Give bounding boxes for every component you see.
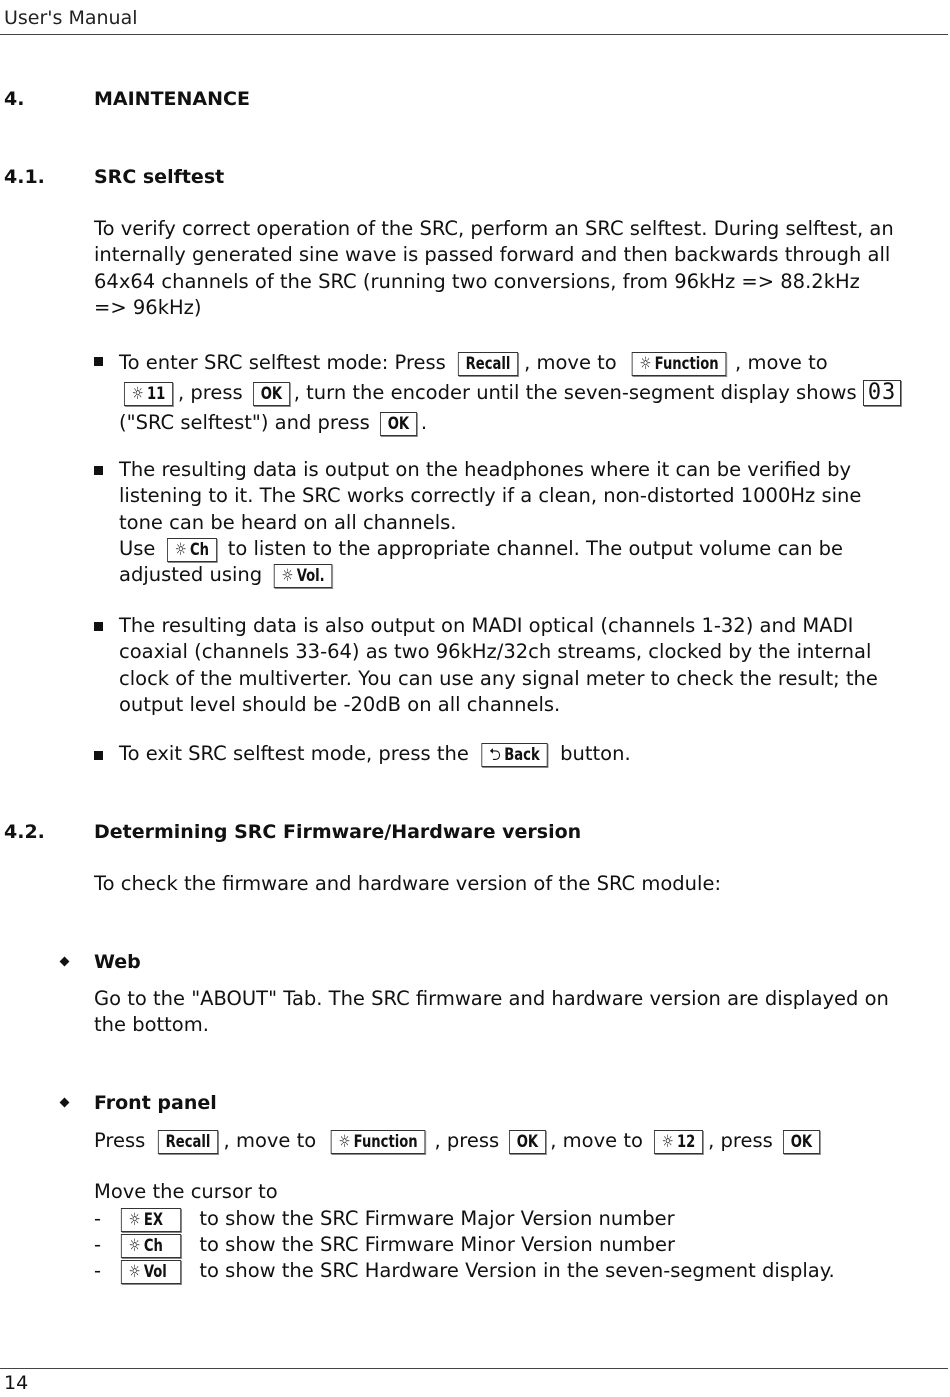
- text: To enter SRC selftest mode: Press: [119, 351, 446, 374]
- text: , press: [434, 1129, 500, 1152]
- encoder-icon: ☼: [128, 1262, 141, 1282]
- text-line: coaxial (channels 33-64) as two 96kHz/32ch streams, clocked by the internal: [119, 640, 872, 664]
- text: Press: [94, 1129, 146, 1152]
- encoder-icon: ☼: [131, 384, 144, 404]
- function-key: [331, 1130, 426, 1154]
- intro-line: To verify correct operation of the SRC, perform an SRC selftest. During selftest, an: [94, 217, 894, 240]
- text-line: The resulting data is output on the headphones where it can be verified by: [119, 458, 852, 481]
- text-line: The resulting data is also output on MADI optical (channels 1-32) and MADI: [119, 614, 854, 637]
- key-label: Back: [504, 745, 540, 765]
- text: .: [420, 411, 428, 434]
- web-text: [94, 986, 944, 1039]
- list-dash: -: [94, 1233, 102, 1256]
- text: Use: [119, 536, 156, 560]
- front-panel-steps: [94, 1126, 949, 1156]
- text: , move to: [735, 351, 828, 374]
- intro-line: 64x64 channels of the SRC (running two conversions, from 96kHz => 88.2kHz: [94, 269, 860, 293]
- list-dash: -: [94, 1259, 102, 1282]
- ex-key: [121, 1208, 181, 1232]
- encoder-icon: ☼: [174, 539, 187, 560]
- bullet-madi: [119, 613, 949, 718]
- text-line: tone can be heard on all channels.: [119, 510, 457, 534]
- volume-key: [121, 1260, 181, 1284]
- list-item: [115, 1206, 675, 1232]
- key-label: 11: [146, 384, 166, 404]
- encoder-icon: ☼: [639, 354, 652, 374]
- ok-key: [509, 1130, 546, 1154]
- diamond-bullet: [60, 1098, 70, 1108]
- bullet-headphones: [119, 457, 949, 588]
- text: to show the SRC Firmware Minor Version number: [199, 1233, 676, 1256]
- volume-key: [274, 564, 333, 588]
- subsection-number: 4.1.: [4, 166, 45, 188]
- key-label: Function: [354, 1132, 419, 1152]
- page-number: 14: [4, 1372, 29, 1394]
- key-label: Function: [654, 354, 719, 374]
- key-label: EX: [143, 1210, 164, 1230]
- encoder-icon: ☼: [338, 1132, 351, 1152]
- text-line: output level should be -20dB on all channels.: [119, 692, 561, 716]
- seven-segment-display: 03: [863, 380, 902, 406]
- bullet-exit-selftest: [119, 741, 949, 767]
- text: , move to: [550, 1129, 643, 1152]
- key-label: Recall: [465, 354, 511, 374]
- bullet: [94, 622, 103, 631]
- footer-rule: [0, 1368, 948, 1369]
- key-label: Vol: [143, 1262, 167, 1282]
- list-dash: -: [94, 1207, 102, 1230]
- key-label: OK: [387, 414, 410, 434]
- recall-key: [458, 352, 518, 376]
- header-rule: [0, 34, 948, 35]
- text-line: Go to the "ABOUT" Tab. The SRC firmware and hardware version are displayed on: [94, 987, 889, 1010]
- back-key: [481, 743, 547, 767]
- channel-key: [167, 538, 217, 562]
- selftest-intro: [94, 216, 944, 321]
- text-line: listening to it. The SRC works correctly if a clean, non-distorted 1000Hz sine: [119, 484, 862, 508]
- bullet-enter-selftest: [119, 348, 949, 438]
- subsection-number: 4.2.: [4, 821, 45, 843]
- encoder-icon: ☼: [128, 1236, 141, 1256]
- encoder-icon: ☼: [281, 566, 294, 587]
- bullet: [94, 751, 103, 760]
- web-heading: Web: [94, 951, 141, 973]
- text: to listen to the appropriate channel. The output volume can be: [227, 536, 844, 560]
- back-arrow-icon: ⮌: [489, 745, 501, 765]
- section-title: MAINTENANCE: [94, 88, 250, 110]
- running-header: User's Manual: [4, 7, 138, 29]
- key-label: Recall: [165, 1132, 210, 1152]
- ok-key: [380, 412, 417, 436]
- function-key: [632, 352, 727, 376]
- key-label: OK: [260, 384, 283, 404]
- text: , move to: [223, 1129, 317, 1152]
- intro-line: internally generated sine wave is passed forward and then backwards through all: [94, 243, 891, 267]
- text-line: clock of the multiverter. You can use any signal meter to check the result; the: [119, 666, 878, 690]
- move-cursor-text: Move the cursor to: [94, 1180, 278, 1203]
- ok-key: [253, 382, 290, 406]
- ok-key: [783, 1130, 820, 1154]
- key-label: 12: [677, 1132, 696, 1152]
- subsection-title: Determining SRC Firmware/Hardware version: [94, 821, 582, 843]
- text: , press: [178, 381, 243, 404]
- recall-key: [157, 1130, 217, 1154]
- bullet: [94, 466, 103, 475]
- encoder-icon: ☼: [661, 1132, 674, 1152]
- menu-11-key: [124, 382, 173, 406]
- key-label: OK: [790, 1132, 813, 1152]
- text: adjusted using: [119, 563, 263, 587]
- list-item: [115, 1232, 675, 1258]
- text: , press: [708, 1129, 773, 1152]
- bullet: [94, 357, 103, 366]
- key-label: Ch: [143, 1236, 163, 1256]
- text: To exit SRC selftest mode, press the: [119, 742, 469, 765]
- channel-key: [121, 1234, 181, 1258]
- version-intro: To check the firmware and hardware version of the SRC module:: [94, 872, 722, 895]
- list-item: [115, 1258, 835, 1284]
- text: to show the SRC Hardware Version in the seven-segment display.: [199, 1259, 835, 1282]
- menu-12-key: [654, 1130, 703, 1154]
- encoder-icon: ☼: [128, 1210, 141, 1230]
- text: , move to: [524, 351, 617, 374]
- diamond-bullet: [60, 957, 70, 967]
- text: to show the SRC Firmware Major Version number: [199, 1207, 675, 1230]
- key-label: Ch: [189, 539, 209, 560]
- key-label: OK: [517, 1132, 539, 1152]
- text: button.: [560, 742, 631, 765]
- subsection-title: SRC selftest: [94, 166, 225, 188]
- front-panel-heading: Front panel: [94, 1092, 217, 1114]
- key-label: Vol.: [297, 566, 326, 587]
- section-number: 4.: [4, 88, 25, 110]
- text-line: the bottom.: [94, 1013, 209, 1037]
- text: ("SRC selftest") and press: [119, 411, 370, 434]
- text: , turn the encoder until the seven-segment display shows: [293, 381, 857, 404]
- intro-line: => 96kHz): [94, 295, 202, 319]
